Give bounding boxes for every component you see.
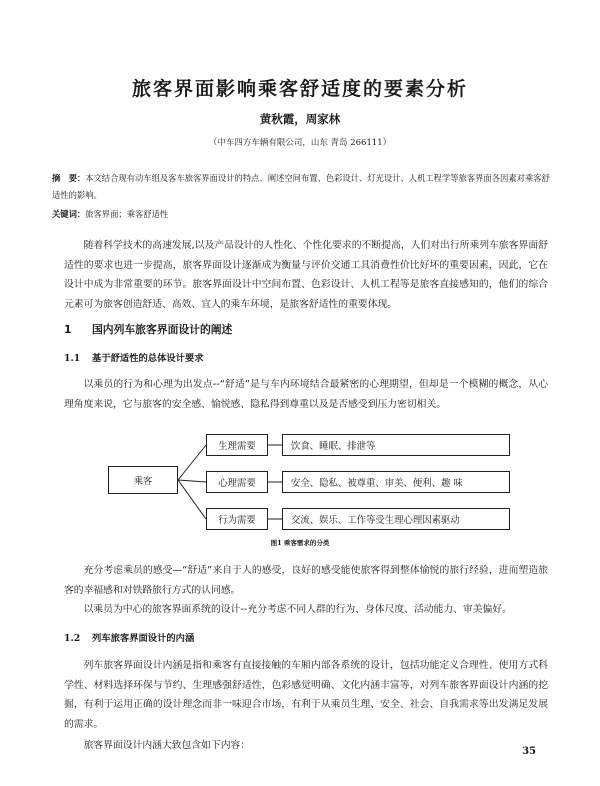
- diagram-detail-physiological: 饮食、睡眠、排泄等: [282, 434, 510, 456]
- keywords-text: 旅客界面；乘客舒适性: [85, 209, 169, 219]
- diagram-detail-behavioral: 交流、娱乐、工作等受生理心理因素驱动: [282, 508, 510, 530]
- connector-root-psychological: [178, 480, 206, 482]
- intro-paragraph: 随着科学技术的高速发展,以及产品设计的人性化、个性化要求的不断提高，人们对出行所乘列车旅客界面舒适性的要求也进一步提高，旅客界面设计逐渐成为衡量与评价交通工具消费性价比好坏的重要因素，因此，它在设计中成为非常重要的环节。旅客界面设计中空间布置、色彩设计、人机工程等是旅客直接感知的，他们的综合元素可为旅客创造舒适、高效、宜人的乘车环境，是旅客舒适性的重要体现。: [64, 240, 548, 310]
- section-1-2-paragraph-b: 旅客界面设计内涵大致包含如下内容：: [83, 740, 251, 751]
- diagram-detail-psychological: 安全、隐私、被尊重、审美、便利、趣 味: [282, 471, 510, 493]
- paper-affiliation: （中车四方车辆有限公司，山东 青岛 266111）: [208, 138, 392, 148]
- diagram-root-passenger: 乘客: [108, 466, 178, 494]
- section-1-1-number: 1.1: [64, 353, 81, 364]
- figure-1-caption: 图1 乘客需求的分类: [270, 539, 330, 547]
- paper-authors: 黄秋霞，周家林: [259, 112, 341, 126]
- connector-root-physiological: [178, 445, 206, 480]
- page-number: 35: [522, 746, 536, 757]
- section-1-title: 国内列车旅客界面设计的阐述: [92, 323, 233, 336]
- section-1-2-paragraph: 列车旅客界面设计内涵是指和乘客有直接接触的车厢内部各系统的设计，包括功能定义合理性、使用方式科学性、材料选择环保与节约、生理感强舒适性，色彩感觉明确、文化内涵丰富等，对列车旅客界面设计内涵的挖掘，有利于运用正确的设计理念而非一味迎合市场，有利于从乘员生理、安全、社会、自我需求等出发满足发展的需求。: [64, 660, 548, 730]
- abstract-label: 摘 要：: [52, 173, 86, 183]
- section-1-1-title: 基于舒适性的总体设计要求: [92, 353, 204, 364]
- section-1-2-heading: [64, 630, 194, 644]
- paper-title: 旅客界面影响乘客舒适度的要素分析: [131, 78, 468, 100]
- diagram-category-physiological: 生理需要: [206, 434, 268, 456]
- section-1-1-paragraph: 以乘员的行为和心理为出发点--“舒适”是与车内环境结合最紧密的心理期望，但却是一个模糊的概念，从心理角度来说，它与旅客的安全感、愉悦感、隐私得到尊重以及是否感受到压力密切相关。: [64, 379, 548, 410]
- keywords-label: 关键词：: [52, 209, 86, 219]
- post-figure-paragraph-1: 充分考虑乘员的感受—“舒适”来自于人的感受，良好的感受能使旅客得到整体愉悦的旅行经验，进而塑造旅客的幸福感和对铁路旅行方式的认同感。: [64, 565, 548, 596]
- section-1-2-number: 1.2: [64, 633, 81, 644]
- connector-root-behavioral: [178, 480, 206, 519]
- diagram-category-psychological: 心理需要: [206, 471, 268, 493]
- section-1-2-title: 列车旅客界面设计的内涵: [92, 633, 195, 644]
- post-figure-paragraph-2: 以乘员为中心的旅客界面系统的设计--充分考虑不同人群的行为、身体尺度、活动能力、审美偏好。: [83, 604, 512, 615]
- diagram-category-behavioral: 行为需要: [206, 508, 268, 530]
- abstract-text: 本文结合现有动车组及客车旅客界面设计的特点、阐述空间布置、色彩设计、灯光设计、人机工程学等旅客界面各因素对乘客舒适性的影响。: [52, 173, 550, 200]
- section-1-number: 1: [64, 323, 72, 336]
